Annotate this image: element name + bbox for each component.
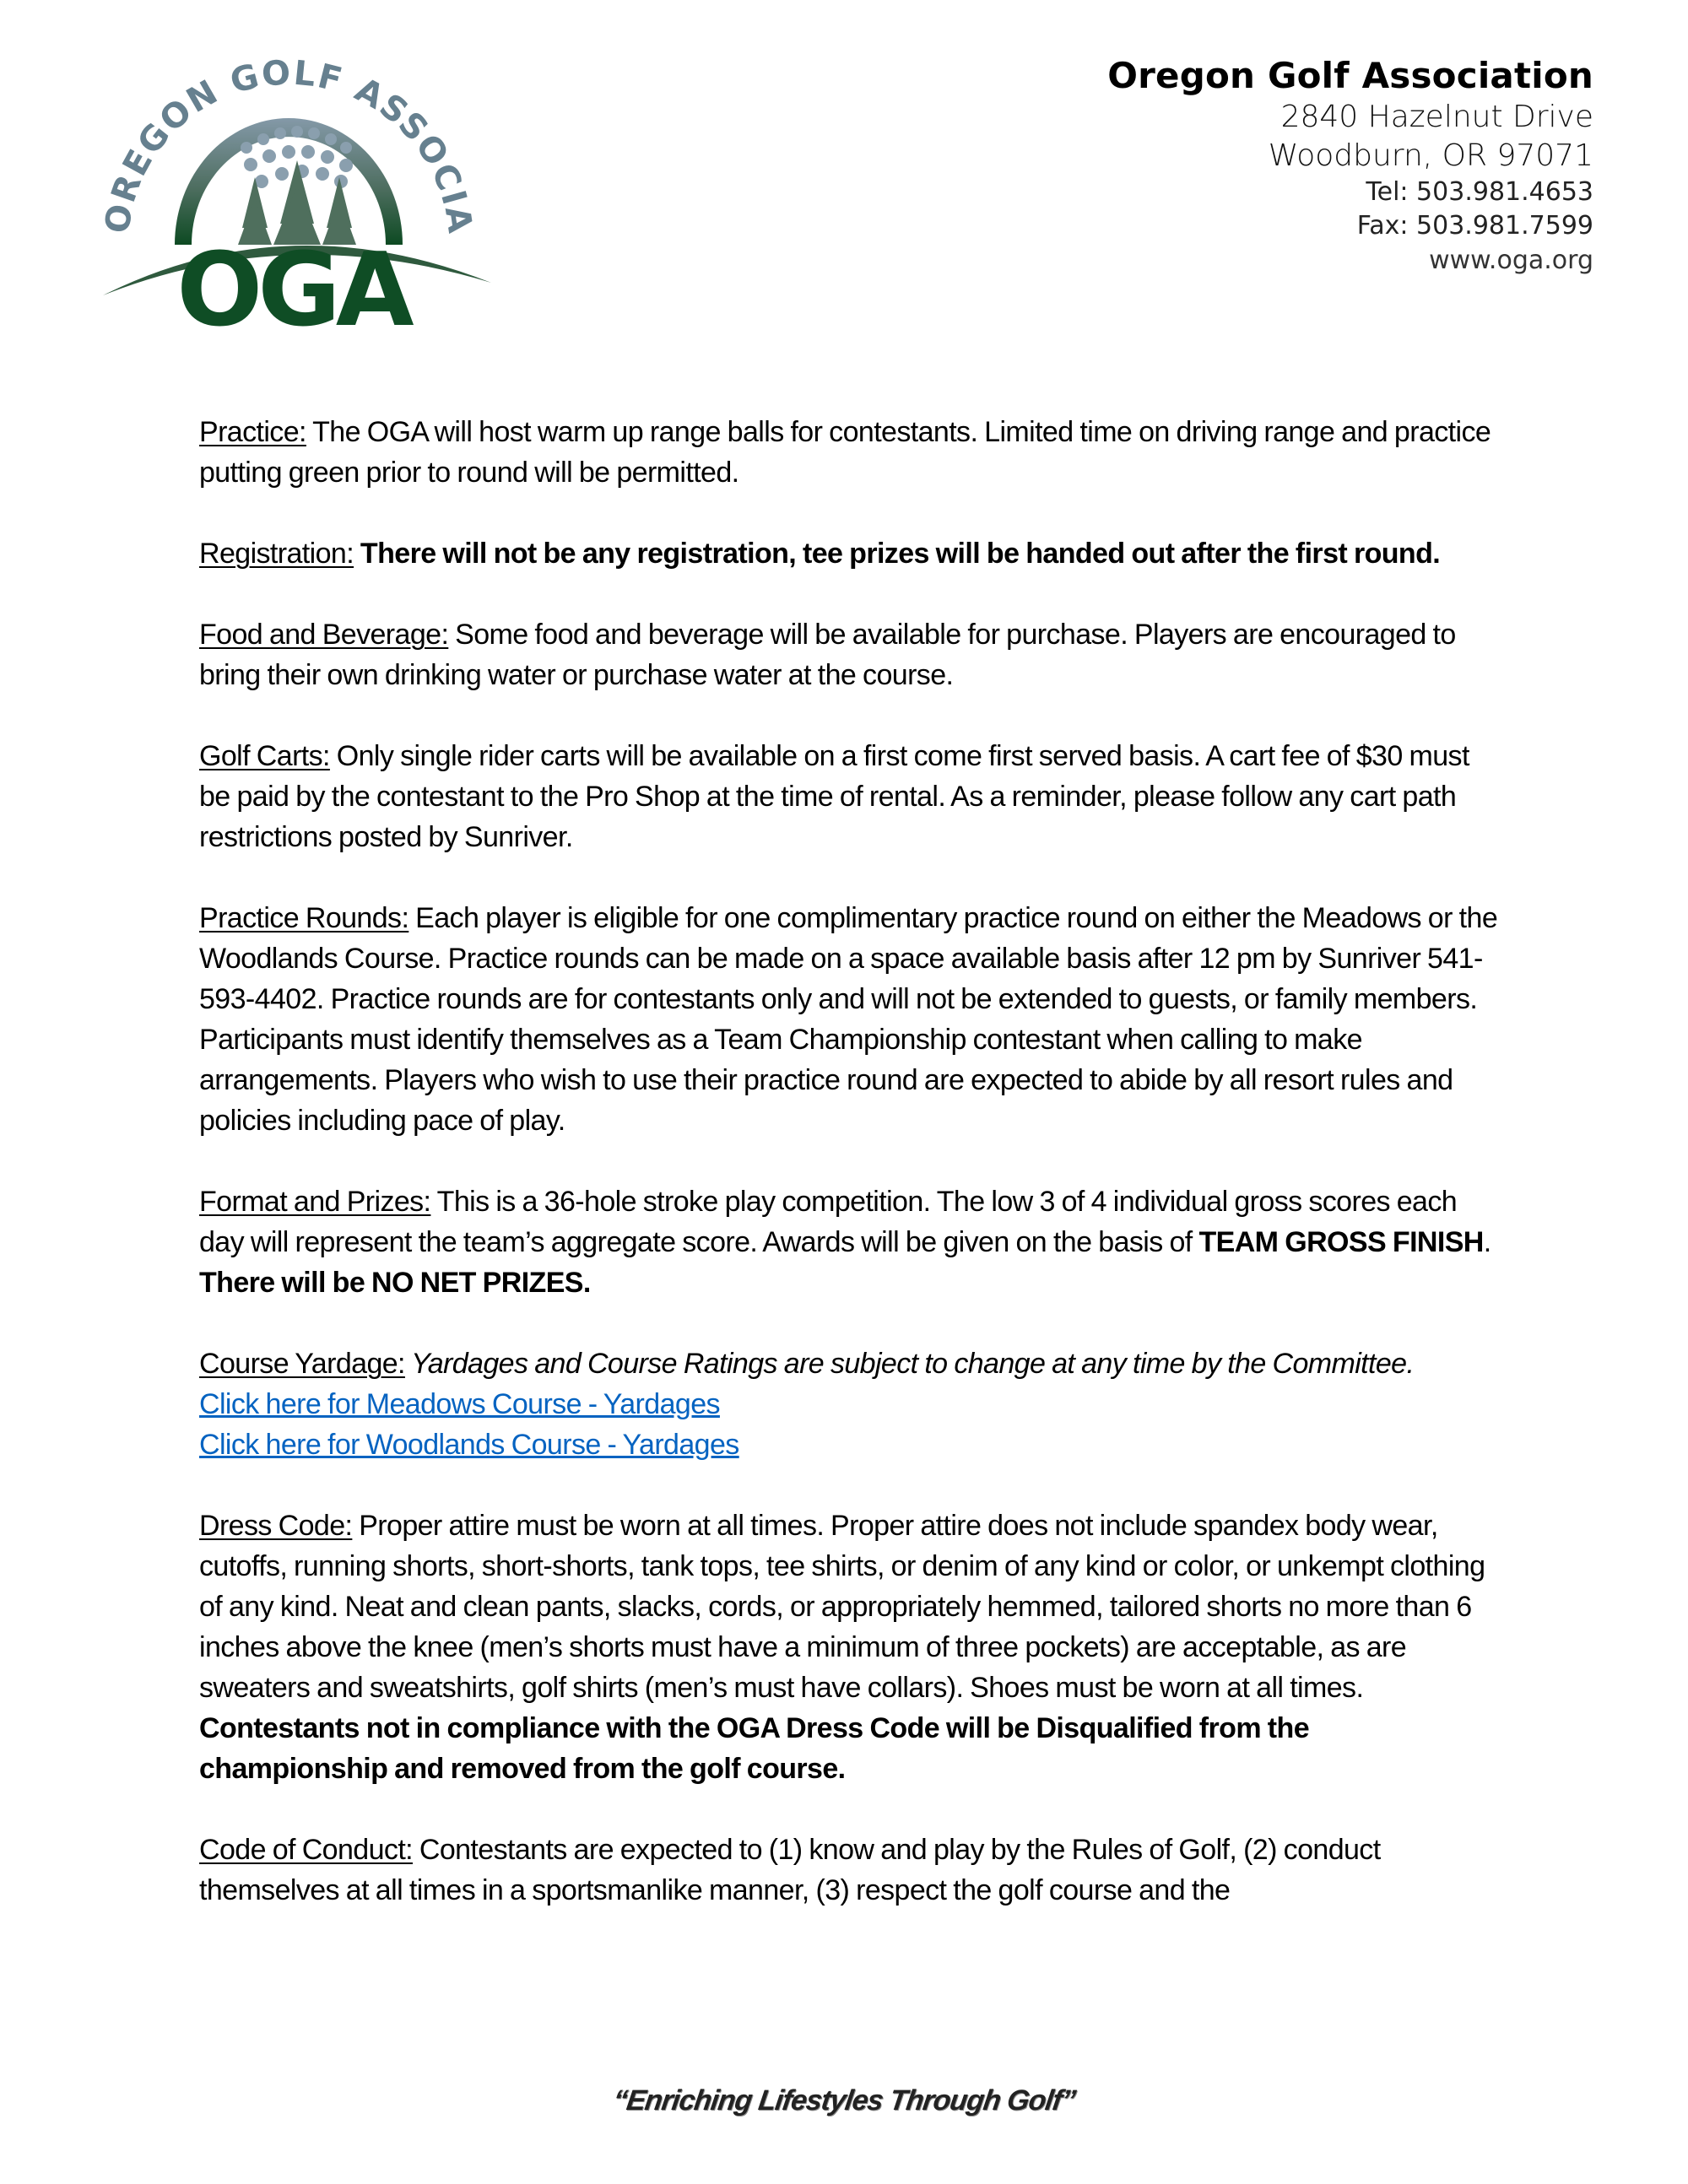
footer-tagline: “Enriching Lifestyles Through Golf” xyxy=(610,2084,1078,2116)
section-text-italic: Yardages and Course Ratings are subject to change at any time by the Committee. xyxy=(404,1348,1415,1380)
section-text-bold: Contestants not in compliance with the OGA Dress Code will be Disqualified from the championship and removed from the golf course. xyxy=(199,1712,1309,1785)
document-body xyxy=(199,412,1499,1951)
section-practice-rounds xyxy=(199,898,1499,1141)
section-text: Contestants are expected to (1) know and play by the Rules of Golf, (2) conduct themselves at all times in a sportsmanlike manner, (3) respect the golf course and the xyxy=(199,1834,1381,1906)
section-practice xyxy=(199,412,1499,493)
oga-logo-graphic xyxy=(95,34,500,338)
section-label: Food and Beverage: xyxy=(199,619,449,651)
address-line-1: 2840 Hazelnut Drive xyxy=(1280,100,1593,134)
section-label: Course Yardage: xyxy=(199,1348,405,1380)
section-label: Code of Conduct: xyxy=(199,1834,414,1866)
letterhead xyxy=(1107,54,1593,278)
section-text: Each player is eligible for one complimentary practice round on either the Meadows or the Woodlands Course. Practice rounds can be made on a space available basis after 12 pm by Sunriver 541-593-4402. Practice rounds are for contestants only and will not be extended to guests, or family members. Participants must identify themselves as a Team Championship contestant when calling to make arrangements. Players who wish to use their practice round are expected to abide by all resort rules and policies including pace of play. xyxy=(199,902,1498,1137)
section-dress-code xyxy=(199,1506,1499,1789)
section-label: Practice: xyxy=(199,416,306,448)
section-text-bold: There will be NO NET PRIZES. xyxy=(199,1267,591,1299)
logo-arc-text: OREGON GOLF ASSOCIA xyxy=(97,53,479,236)
section-label: Dress Code: xyxy=(199,1510,353,1542)
section-text-bold: There will not be any registration, tee prizes will be handed out after the first round. xyxy=(354,538,1441,570)
section-registration xyxy=(199,533,1499,574)
address-line-2: Woodburn, OR 97071 xyxy=(1268,138,1593,173)
section-text: Proper attire must be worn at all times. Proper attire does not include spandex body wear, cutoffs, running shorts, short-shorts, tank tops, tee shirts, or denim of any kind or color, or unkempt clothing of any kind. Neat and clean pants, slacks, cords, or appropriately hemmed, tailored shorts no more than 6 inches above the knee (men’s shorts must have a minimum of three pockets) are acceptable, as are sweaters and sweatshirts, golf shirts (men’s must have collars). Shoes must be worn at all times. xyxy=(199,1510,1485,1704)
website: www.oga.org xyxy=(1429,246,1593,275)
section-code-of-conduct xyxy=(199,1830,1499,1911)
oga-logo xyxy=(95,34,500,338)
meadows-yardage-link[interactable]: Click here for Meadows Course - Yardages xyxy=(199,1388,720,1420)
section-text-bold: TEAM GROSS FINISH xyxy=(1198,1226,1484,1258)
section-format-prizes xyxy=(199,1181,1499,1303)
section-label: Golf Carts: xyxy=(199,740,330,772)
section-text: This is a 36-hole stroke play competition. The low 3 of 4 individual gross scores each day will represent the team’s aggregate score. Awards will be given on the basis of xyxy=(199,1186,1458,1258)
telephone: Tel: 503.981.4653 xyxy=(1366,177,1593,207)
fax: Fax: 503.981.7599 xyxy=(1356,211,1593,241)
section-course-yardage xyxy=(199,1343,1499,1465)
woodlands-yardage-link[interactable]: Click here for Woodlands Course - Yardages xyxy=(199,1429,739,1461)
section-label: Format and Prizes: xyxy=(199,1186,431,1218)
section-text: Some food and beverage will be available for purchase. Players are encouraged to bring their own drinking water or purchase water at the course. xyxy=(199,619,1456,691)
section-label: Practice Rounds: xyxy=(199,902,409,934)
section-food-beverage xyxy=(199,614,1499,695)
section-golf-carts xyxy=(199,736,1499,857)
section-label: Registration: xyxy=(199,538,354,570)
section-text: Only single rider carts will be available on a first come first served basis. A cart fee of $30 must be paid by the contestant to the Pro Shop at the time of rental. As a reminder, please follow any cart path restrictions posted by Sunriver. xyxy=(199,740,1469,853)
org-name: Oregon Golf Association xyxy=(1107,55,1593,96)
section-text: . xyxy=(1483,1226,1491,1258)
logo-monogram: OGA xyxy=(176,232,409,338)
section-text: The OGA will host warm up range balls for contestants. Limited time on driving range and practice putting green prior to round will be permitted. xyxy=(199,416,1491,489)
